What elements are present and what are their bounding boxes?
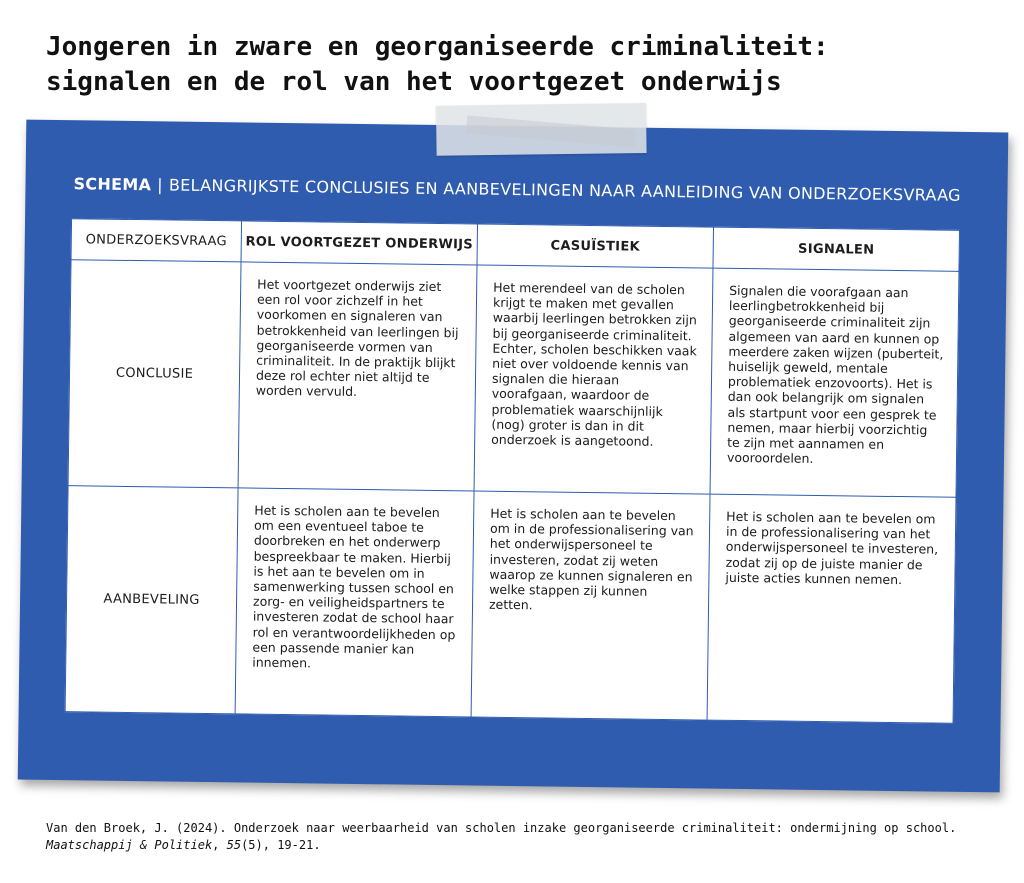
schema-table [65, 218, 960, 724]
citation-pages: (5), 19-21. [241, 838, 321, 852]
cell-aanbeveling-rol: Het is scholen aan te bevelen om een eventueel taboe te doorbreken en het onderwerp bespreekbaar te maken. Hierbij is het aan te bevelen om in samenwerking tussen school en zorg- en veiligheidspartners te investeren zodat de school haar rol en verantwoordelijkheden op een passende manier kan innemen. [235, 488, 474, 717]
citation-text: Van den Broek, J. (2024). Onderzoek naar weerbaarheid van scholen inzake georganiseerde criminaliteit: ondermijning op school. [46, 821, 957, 835]
citation-volume: 55 [226, 838, 242, 852]
citation-journal: Maatschappij & Politiek [46, 838, 213, 852]
cell-conclusie-rol: Het voortgezet onderwijs ziet een rol voor zichzelf in het voorkomen en signaleren van betrokkenheid van leerlingen bij georganiseerde vormen van criminaliteit. In de praktijk blijkt deze rol echter niet altijd te worden vervuld. [238, 262, 477, 491]
cell-aanbeveling-casuistiek: Het is scholen aan te bevelen om in de professionalisering van het onderwijspersoneel te investeren, zodat zij weten waarop ze kunnen signaleren en welke stappen zij kunnen zetten. [471, 491, 710, 720]
schema-label: SCHEMA [73, 174, 152, 195]
schema-card [18, 120, 1009, 793]
citation-comma: , [212, 838, 227, 852]
table-row-conclusie [68, 260, 959, 498]
column-header-rol-voortgezet-onderwijs: ROL VOORTGEZET ONDERWIJS [241, 221, 478, 265]
row-header-aanbeveling: AANBEVELING [65, 486, 238, 714]
page-title [46, 30, 1006, 100]
cell-conclusie-casuistiek: Het merendeel van de scholen krijgt te maken met gevallen waarbij leerlingen betrokken zijn bij georganiseerde criminaliteit. Echter, scholen beschikken vaak niet over voldoende kennis van signalen die hieraan voorafgaan, waardoor de problematiek waarschijnlijk (nog) groter is dan in dit onderzoek is aangetoond. [474, 265, 713, 494]
schema-separator: | [157, 175, 164, 195]
cell-conclusie-signalen: Signalen die voorafgaan aan leerlingbetrokkenheid bij georganiseerde criminaliteit zijn algemeen van aard en kunnen op meerdere zaken wijzen (puberteit, huiselijk geweld, mentale problematiek enzovoorts). Het is dan ook belangrijk om signalen als startpunt voor een gesprek te nemen, maar hierbij voorzichtig te zijn met aannamen en vooroordelen. [710, 268, 959, 497]
table-row-aanbeveling [65, 486, 956, 724]
column-header-onderzoeksvraag: ONDERZOEKSVRAAG [71, 219, 242, 262]
column-header-casuistiek: CASUÏSTIEK [477, 224, 714, 268]
row-header-conclusie: CONCLUSIE [68, 260, 241, 488]
page-title-line-2: signalen en de rol van het voortgezet onderwijs [46, 67, 782, 97]
page-title-line-1: Jongeren in zware en georganiseerde criminaliteit: [46, 32, 829, 62]
column-header-signalen: SIGNALEN [713, 227, 960, 271]
cell-aanbeveling-signalen: Het is scholen aan te bevelen om in de professionalisering van het onderwijspersoneel te investeren, zodat zij op de juiste manier de juiste acties kunnen nemen. [707, 494, 956, 723]
citation [46, 820, 1006, 854]
schema-heading-text: BELANGRIJKSTE CONCLUSIES EN AANBEVELINGEN NAAR AANLEIDING VAN ONDERZOEKSVRAAG [168, 175, 961, 205]
